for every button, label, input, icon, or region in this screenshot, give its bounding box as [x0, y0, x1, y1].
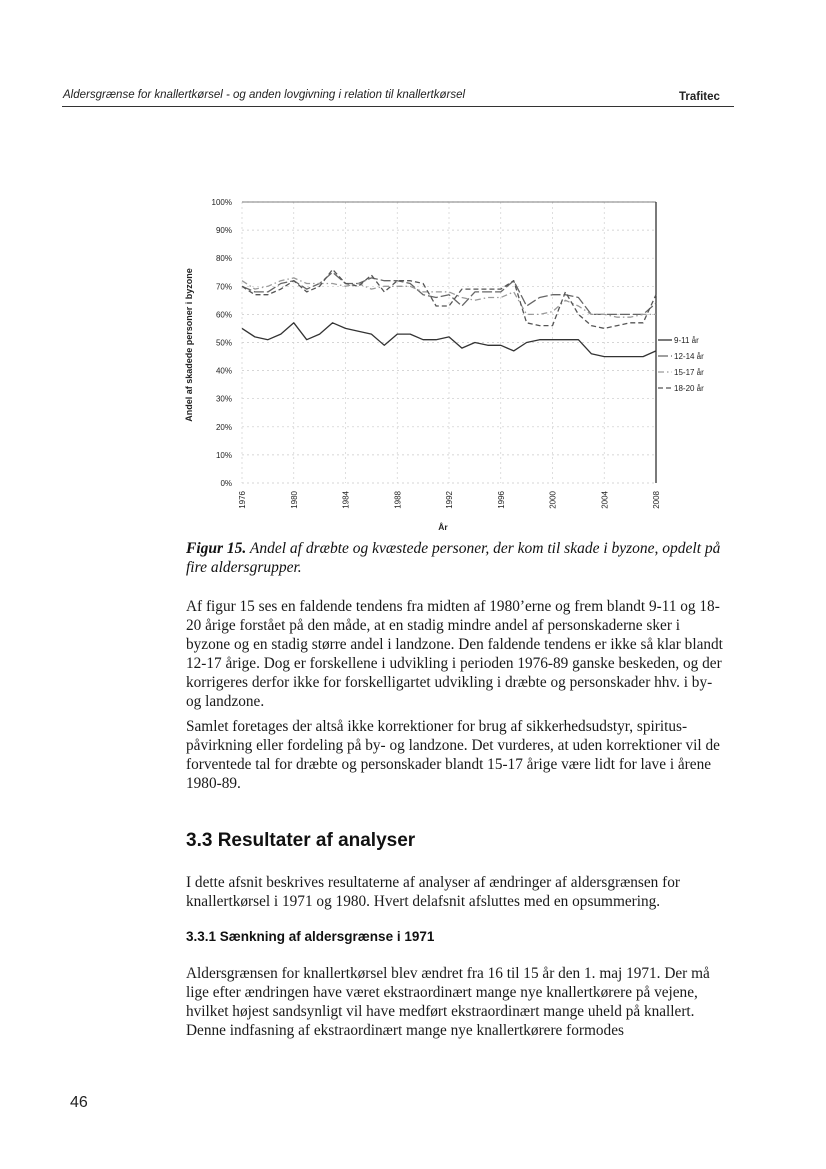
x-tick-label: 1976: [238, 491, 247, 509]
y-tick-label: 10%: [215, 450, 232, 460]
running-header-publisher: Trafitec: [679, 91, 720, 103]
y-tick-label: 30%: [215, 394, 232, 404]
body-paragraph-3: I dette afsnit beskrives resultaterne af analyser af ændringer af aldersgrænsen for knallertkørsel i 1971 og 1980. Hvert delafsnit afsluttes med en opsummering.: [186, 874, 680, 910]
y-tick-label: 50%: [215, 338, 232, 348]
y-tick-label: 80%: [215, 254, 232, 264]
figure-caption: [186, 539, 726, 577]
chart-grid: [242, 202, 656, 483]
page-number: 46: [70, 1094, 88, 1111]
y-tick-label: 20%: [215, 422, 232, 432]
x-tick-label: 1992: [445, 491, 454, 509]
y-tick-labels: [212, 198, 232, 488]
section-heading: 3.3 Resultater af analyser: [186, 830, 416, 851]
legend-label: 15-17 år: [674, 368, 704, 377]
y-axis-label: Andel af skadede personer i byzone: [184, 268, 194, 422]
y-tick-label: 90%: [215, 226, 232, 236]
legend-label: 12-14 år: [674, 352, 704, 361]
body-paragraph-2: Samlet foretages der altså ikke korrektioner for brug af sikkerhedsudstyr, spiritus-påvirkning eller fordeling på by- og landzone. Det vurderes, at uden korrektioner vil de forventede tal for dræbte og personskader blandt 15-17 årige være lidt for lave i årene 1980-89.: [186, 718, 720, 792]
body-paragraph-4: Aldersgrænsen for knallertkørsel blev ændret fra 16 til 15 år den 1. maj 1971. Der må lige efter ændringen have været ekstraordinært mange nye knallertkørere på vejene, hvilket højest sandsynligt vil have medført ekstraordinært mange uheld på knallert. Denne indfasning af ekstraordinært mange nye knallertkørere formodes: [186, 965, 710, 1039]
figure-caption-text: Andel af dræbte og kvæstede personer, der kom til skade i byzone, opdelt på fire aldersgrupper.: [186, 540, 721, 576]
x-tick-labels: [238, 490, 661, 508]
body-paragraph-1: Af figur 15 ses en faldende tendens fra midten af 1980’erne og frem blandt 9-11 og 18-20 årige forstået på den måde, at en stadig mindre andel af personskaderne sker i byzone og en stadig større andel i landzone. Den faldende tendens er ikke så klar blandt 12-17 årige. Dog er forskellene i udvikling i perioden 1976-89 ganske beskeden, og der korrigeres derfor ikke for forskelligartet udvikling i dræbte og personskader hhv. i by- og landzone.: [186, 598, 723, 710]
legend-label: 18-20 år: [674, 384, 704, 393]
y-tick-label: 40%: [215, 366, 232, 376]
running-header-title: Aldersgrænse for knallertkørsel - og anden lovgivning i relation til knallertkørsel: [63, 89, 466, 101]
legend-label: 9-11 år: [674, 336, 699, 345]
x-tick-label: 1984: [341, 491, 351, 509]
y-tick-label: 100%: [211, 198, 232, 207]
x-axis-label: År: [438, 522, 448, 532]
y-tick-label: 70%: [215, 282, 232, 292]
x-tick-label: 2000: [548, 491, 558, 509]
y-tick-label: 60%: [215, 310, 232, 320]
x-tick-label: 2008: [652, 491, 661, 509]
chart-legend: [658, 336, 704, 393]
header-rule: [62, 106, 734, 107]
figure-caption-label: Figur 15.: [186, 540, 247, 557]
x-tick-label: 2004: [600, 491, 610, 509]
y-tick-label: 0%: [220, 479, 232, 488]
x-tick-label: 1980: [289, 491, 299, 509]
line-chart: [168, 190, 738, 535]
x-tick-label: 1988: [393, 491, 403, 509]
subsection-heading: 3.3.1 Sænkning af aldersgrænse i 1971: [186, 929, 435, 944]
x-tick-label: 1996: [496, 491, 506, 509]
